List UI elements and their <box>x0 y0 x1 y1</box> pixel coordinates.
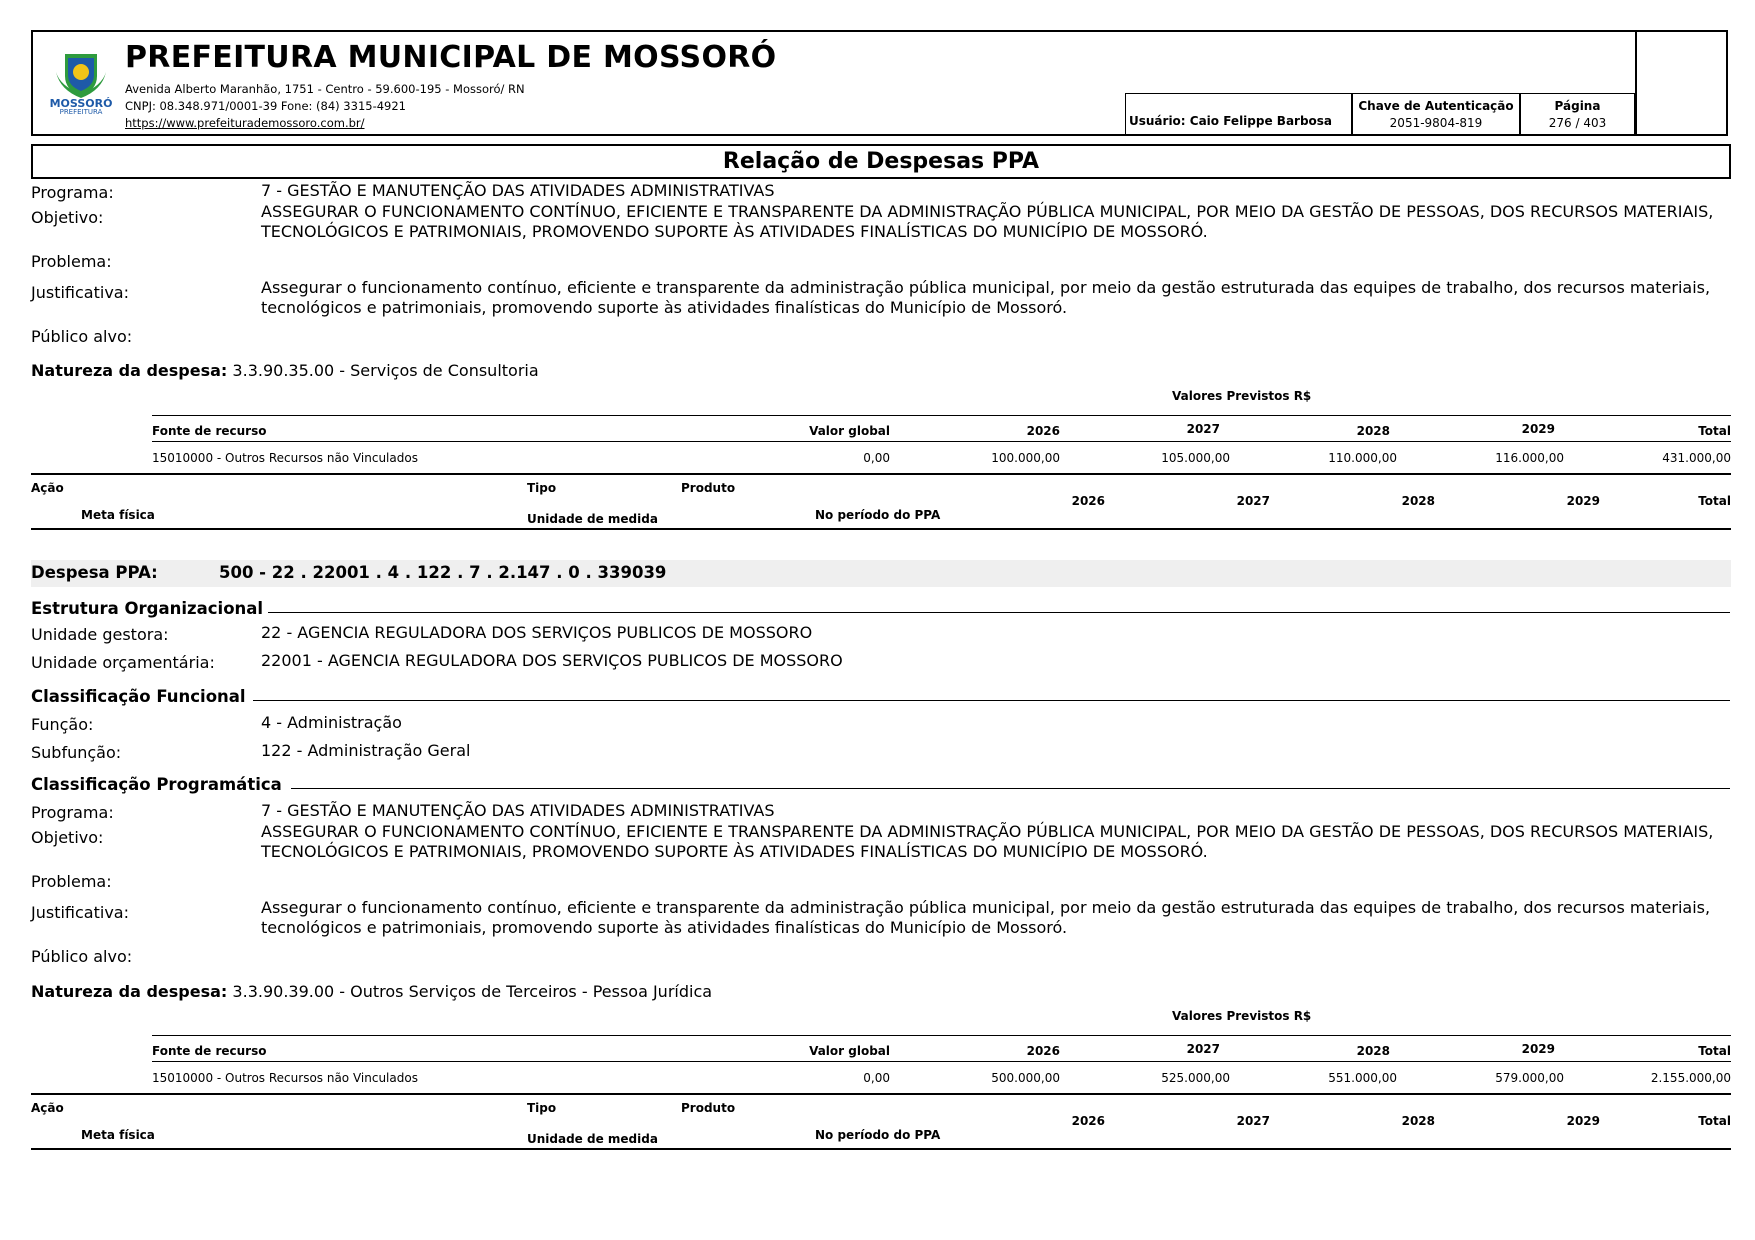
produto-header: Produto <box>681 481 736 495</box>
unidade-gestora-label: Unidade gestora: <box>31 625 169 644</box>
valores-previstos-header: Valores Previstos R$ <box>1172 1009 1312 1023</box>
acao-year-2027: 2027 <box>1236 494 1270 508</box>
total-header: Total <box>1698 1044 1731 1058</box>
publico-alvo-label: Público alvo: <box>31 327 133 346</box>
year-2028-header: 2028 <box>1356 1044 1390 1058</box>
fonte-header: Fonte de recurso <box>152 424 267 438</box>
year-2027-header: 2027 <box>1186 422 1220 436</box>
rule <box>253 700 1730 701</box>
objetivo-value: ASSEGURAR O FUNCIONAMENTO CONTÍNUO, EFICIENTE E TRANSPARENTE DA ADMINISTRAÇÃO PÚBLICA MUNICIPAL, POR MEIO DA GESTÃO DE PESSOAS, DOS RECURSOS MATERIAIS, TECNOLÓGICOS E PATRIMONIAIS, PROMOVENDO SUPORTE ÀS ATIVIDADES FINALÍSTICAS DO MUNICÍPIO DE MOSSORÓ. <box>261 822 1714 861</box>
value-total: 2.155.000,00 <box>1650 1071 1731 1085</box>
acao-header: Ação <box>31 1101 64 1115</box>
valor-global-value: 0,00 <box>863 1071 890 1085</box>
rule <box>31 1148 1731 1150</box>
rule <box>152 415 1731 416</box>
rule <box>291 788 1730 789</box>
valor-global-header: Valor global <box>809 424 890 438</box>
year-2029-header: 2029 <box>1521 422 1555 436</box>
subfuncao-value: 122 - Administração Geral <box>261 741 471 760</box>
page-number: 276 / 403 <box>1548 116 1607 130</box>
natureza-value: 3.3.90.39.00 - Outros Serviços de Terceiros - Pessoa Jurídica <box>232 982 713 1001</box>
objetivo-label: Objetivo: <box>31 208 104 227</box>
programa-value: 7 - GESTÃO E MANUTENÇÃO DAS ATIVIDADES ADMINISTRATIVAS <box>261 181 775 200</box>
acao-total-header: Total <box>1698 1114 1731 1128</box>
value-2026: 100.000,00 <box>991 451 1060 465</box>
acao-total-header: Total <box>1698 494 1731 508</box>
acao-header: Ação <box>31 481 64 495</box>
value-2028: 551.000,00 <box>1328 1071 1397 1085</box>
org-address: Avenida Alberto Maranhão, 1751 - Centro - 59.600-195 - Mossoró/ RN <box>125 82 525 96</box>
acao-year-2028: 2028 <box>1401 494 1435 508</box>
meta-fisica-header: Meta física <box>81 508 155 522</box>
natureza-label: Natureza da despesa: <box>31 982 228 1001</box>
valor-global-value: 0,00 <box>863 451 890 465</box>
org-cnpj: CNPJ: 08.348.971/0001-39 Fone: (84) 3315-4921 <box>125 99 406 113</box>
produto-header: Produto <box>681 1101 736 1115</box>
acao-year-2027: 2027 <box>1236 1114 1270 1128</box>
programa-label: Programa: <box>31 183 114 202</box>
fonte-value: 15010000 - Outros Recursos não Vinculados <box>152 451 418 465</box>
year-2026-header: 2026 <box>1026 424 1060 438</box>
rule <box>152 441 1731 442</box>
justificativa-label: Justificativa: <box>31 283 129 302</box>
svg-text:MOSSORÓ: MOSSORÓ <box>50 97 112 110</box>
rule <box>268 612 1730 613</box>
justificativa-label: Justificativa: <box>31 903 129 922</box>
auth-key-label: Chave de Autenticação <box>1358 99 1514 113</box>
page-label: Página <box>1554 99 1601 113</box>
report-title: Relação de Despesas PPA <box>31 144 1731 179</box>
unidade-medida-header: Unidade de medida <box>527 1132 658 1146</box>
page-box <box>1520 93 1635 136</box>
natureza-value: 3.3.90.35.00 - Serviços de Consultoria <box>232 361 539 380</box>
funcao-label: Função: <box>31 715 94 734</box>
acao-year-2026: 2026 <box>1071 1114 1105 1128</box>
value-total: 431.000,00 <box>1662 451 1731 465</box>
rule <box>152 1035 1731 1036</box>
estrutura-heading: Estrutura Organizacional <box>31 599 264 618</box>
tipo-header: Tipo <box>527 481 557 495</box>
rule <box>31 528 1731 530</box>
logo-subtext: PREFEITURA <box>59 108 103 116</box>
value-2028: 110.000,00 <box>1328 451 1397 465</box>
auth-key-box <box>1352 93 1520 136</box>
funcao-value: 4 - Administração <box>261 713 402 732</box>
unidade-orcamentaria-label: Unidade orçamentária: <box>31 653 215 672</box>
fonte-value: 15010000 - Outros Recursos não Vinculados <box>152 1071 418 1085</box>
value-2029: 116.000,00 <box>1495 451 1564 465</box>
justificativa-value: Assegurar o funcionamento contínuo, eficiente e transparente da administração pública municipal, por meio da gestão estruturada das equipes de trabalho, dos recursos materiais, tecnológicos e patrimoniais, promovendo suporte às atividades finalísticas do Município de Mossoró. <box>261 278 1711 317</box>
value-2029: 579.000,00 <box>1495 1071 1564 1085</box>
valor-global-header: Valor global <box>809 1044 890 1058</box>
unidade-medida-header: Unidade de medida <box>527 512 658 526</box>
subfuncao-label: Subfunção: <box>31 743 122 762</box>
org-website-link[interactable]: https://www.prefeiturademossoro.com.br/ <box>125 116 365 130</box>
rule <box>152 1061 1731 1062</box>
objetivo-value: ASSEGURAR O FUNCIONAMENTO CONTÍNUO, EFICIENTE E TRANSPARENTE DA ADMINISTRAÇÃO PÚBLICA MUNICIPAL, POR MEIO DA GESTÃO DE PESSOAS, DOS RECURSOS MATERIAIS, TECNOLÓGICOS E PATRIMONIAIS, PROMOVENDO SUPORTE ÀS ATIVIDADES FINALÍSTICAS DO MUNICÍPIO DE MOSSORÓ. <box>261 202 1714 241</box>
total-header: Total <box>1698 424 1731 438</box>
acao-year-2029: 2029 <box>1566 494 1600 508</box>
year-2028-header: 2028 <box>1356 424 1390 438</box>
class-programatica-heading: Classificação Programática <box>31 775 282 794</box>
org-name: PREFEITURA MUNICIPAL DE MOSSORÓ <box>125 40 777 75</box>
objetivo-label: Objetivo: <box>31 828 104 847</box>
rule <box>31 1093 1731 1095</box>
natureza-label: Natureza da despesa: <box>31 361 228 380</box>
year-2026-header: 2026 <box>1026 1044 1060 1058</box>
unidade-gestora-value: 22 - AGENCIA REGULADORA DOS SERVIÇOS PUBLICOS DE MOSSORO <box>261 623 813 642</box>
problema-label: Problema: <box>31 252 112 271</box>
header-divider <box>1635 30 1637 136</box>
class-funcional-heading: Classificação Funcional <box>31 687 246 706</box>
despesa-ppa-code: 500 - 22 . 22001 . 4 . 122 . 7 . 2.147 . 0 . 339039 <box>219 563 667 582</box>
programa-label: Programa: <box>31 803 114 822</box>
despesa-ppa-label: Despesa PPA: <box>31 563 158 582</box>
user-name: Usuário: Caio Felippe Barbosa <box>1129 114 1333 128</box>
natureza-line <box>31 361 539 380</box>
acao-year-2028: 2028 <box>1401 1114 1435 1128</box>
tipo-header: Tipo <box>527 1101 557 1115</box>
value-2027: 525.000,00 <box>1161 1071 1230 1085</box>
auth-key-value: 2051-9804-819 <box>1389 116 1483 130</box>
no-periodo-header: No período do PPA <box>815 1128 941 1142</box>
user-box <box>1125 93 1352 136</box>
programa-value: 7 - GESTÃO E MANUTENÇÃO DAS ATIVIDADES ADMINISTRATIVAS <box>261 801 775 820</box>
meta-fisica-header: Meta física <box>81 1128 155 1142</box>
unidade-orcamentaria-value: 22001 - AGENCIA REGULADORA DOS SERVIÇOS PUBLICOS DE MOSSORO <box>261 651 843 670</box>
valores-previstos-header: Valores Previstos R$ <box>1172 389 1312 403</box>
rule <box>31 473 1731 475</box>
justificativa-value: Assegurar o funcionamento contínuo, eficiente e transparente da administração pública municipal, por meio da gestão estruturada das equipes de trabalho, dos recursos materiais, tecnológicos e patrimoniais, promovendo suporte às atividades finalísticas do Município de Mossoró. <box>261 898 1711 937</box>
natureza-line <box>31 982 712 1001</box>
value-2027: 105.000,00 <box>1161 451 1230 465</box>
acao-year-2029: 2029 <box>1566 1114 1600 1128</box>
city-logo-icon <box>50 50 112 110</box>
year-2029-header: 2029 <box>1521 1042 1555 1056</box>
publico-alvo-label: Público alvo: <box>31 947 133 966</box>
problema-label: Problema: <box>31 872 112 891</box>
year-2027-header: 2027 <box>1186 1042 1220 1056</box>
value-2026: 500.000,00 <box>991 1071 1060 1085</box>
acao-year-2026: 2026 <box>1071 494 1105 508</box>
fonte-header: Fonte de recurso <box>152 1044 267 1058</box>
no-periodo-header: No período do PPA <box>815 508 941 522</box>
